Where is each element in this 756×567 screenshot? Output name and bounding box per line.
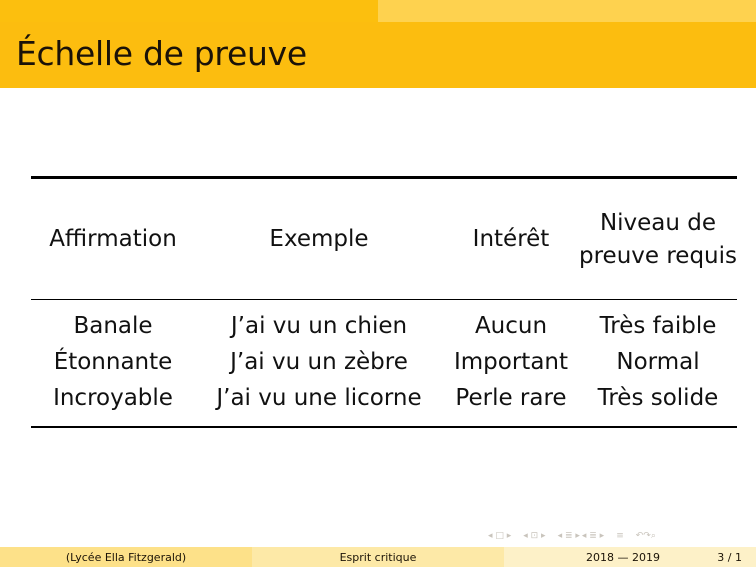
slide-footer xyxy=(0,547,756,567)
cell-exemple: J’ai vu un chien xyxy=(230,313,408,339)
frame-icon[interactable]: ◂ ⊡ ▸ xyxy=(523,531,546,541)
header-exemple: Exemple xyxy=(269,226,369,252)
cell-affirmation: Incroyable xyxy=(53,385,173,411)
header-interet: Intérêt xyxy=(472,226,550,252)
footer-author-text: (Lycée Ella Fitzgerald) xyxy=(65,550,187,564)
title-band xyxy=(0,22,756,88)
slide-first-icon[interactable]: ◂ □ ▸ xyxy=(488,531,512,541)
cell-interet: Perle rare xyxy=(455,385,567,411)
header-affirmation: Affirmation xyxy=(49,226,177,252)
search-icon[interactable]: ↶↷⌕ xyxy=(635,531,656,541)
footer-page-number: 3 / 1 xyxy=(717,550,742,564)
table-row xyxy=(31,344,737,380)
table-header-row xyxy=(31,179,737,299)
section-icon[interactable]: ◂ ≣ ▸ xyxy=(581,531,605,541)
cell-niveau: Très faible xyxy=(599,313,717,339)
cell-interet: Aucun xyxy=(474,313,548,339)
footer-date: 2018 — 2019 xyxy=(586,550,660,564)
footer-date-page xyxy=(504,547,756,567)
align-icon[interactable]: ≡ xyxy=(616,531,624,541)
top-decoration-bar xyxy=(0,0,756,22)
header-niveau: Niveau de preuve requis xyxy=(579,210,738,269)
subsection-icon[interactable]: ◂ ≣ ▸ xyxy=(557,531,580,541)
top-bar-left xyxy=(0,0,378,22)
footer-author xyxy=(0,547,252,567)
slide-title: Échelle de preuve xyxy=(16,34,307,73)
cell-affirmation: Banale xyxy=(73,313,153,339)
table-bottom-rule xyxy=(31,426,737,428)
cell-exemple: J’ai vu un zèbre xyxy=(230,349,408,375)
beamer-navigation xyxy=(488,529,656,543)
cell-interet: Important xyxy=(453,349,569,375)
cell-affirmation: Étonnante xyxy=(53,349,173,375)
cell-niveau: Très solide xyxy=(597,385,719,411)
evidence-table xyxy=(31,176,737,428)
footer-title xyxy=(252,547,504,567)
table-body xyxy=(31,300,737,426)
table-row xyxy=(31,308,737,344)
top-bar-right xyxy=(378,0,756,22)
table-row xyxy=(31,380,737,416)
cell-niveau: Normal xyxy=(616,349,700,375)
cell-exemple: J’ai vu une licorne xyxy=(216,385,422,411)
footer-title-text: Esprit critique xyxy=(339,550,417,564)
